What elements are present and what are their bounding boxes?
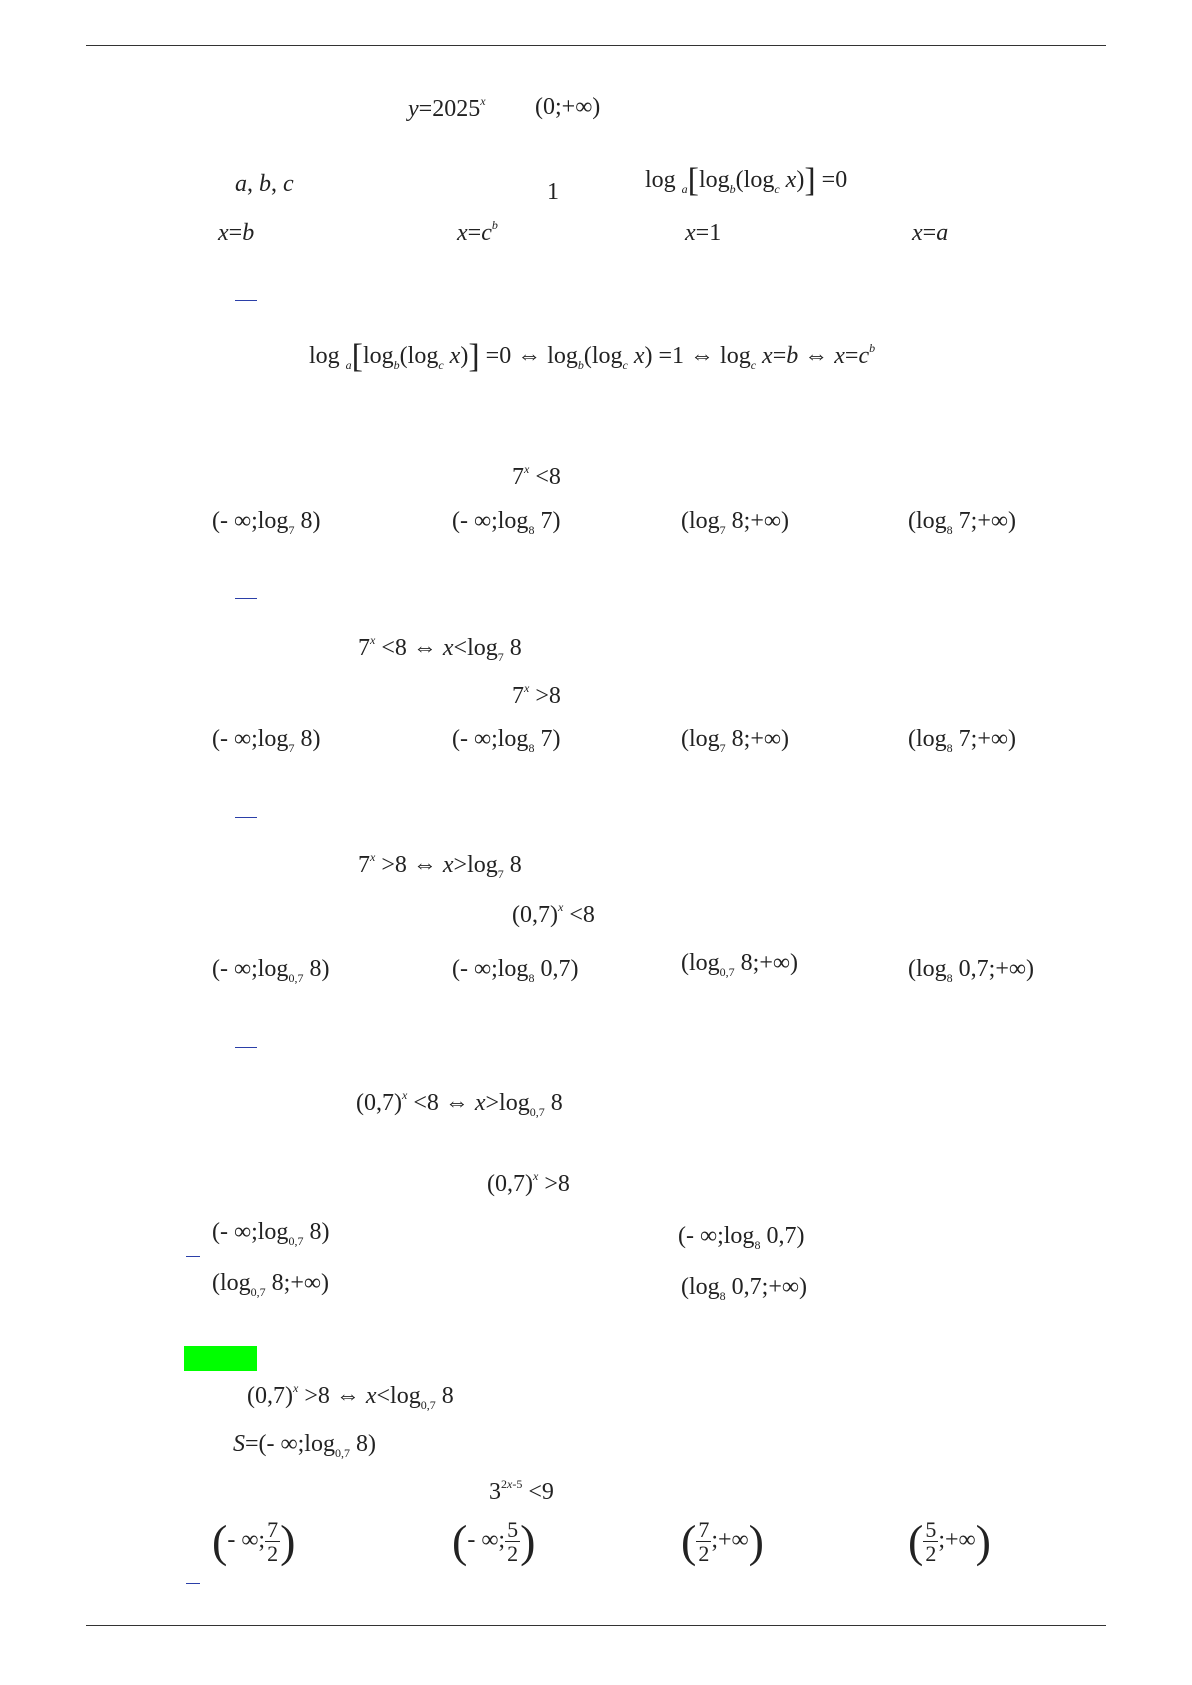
b6-option-d: ($\log_8$ 0,7;+∞) <box>681 1274 807 1303</box>
b2-option-a: x=b <box>218 220 255 246</box>
b2-option-d: x=a <box>912 220 949 246</box>
b6-answer-marker <box>186 1256 200 1257</box>
b2-solution: $\log _a[\log_b(\log_c$ x)] =0 ⇔ $\log_b(\log_c$ x) =1 ⇔ $\log_c x=b$ ⇔ $x=c^b$ <box>309 338 876 375</box>
b6-solution-1: $(0,7)^x >8$ ⇔ $x<\log_{0,7}$ 8 <box>247 1381 454 1412</box>
b4-option-c: ($\log_7$ 8;+∞) <box>681 726 789 755</box>
b7-option-b: (- ∞; $\frac{5}{2}$ ) <box>452 1515 536 1567</box>
b6-solution-2: S=(- $\infty;\log_{0,7}$ 8) <box>233 1431 376 1460</box>
b3-option-a: (- $\infty;\log_7$ 8) <box>212 508 321 537</box>
b2-number: 1 <box>547 179 559 205</box>
b4-answer-marker <box>235 817 257 818</box>
b2-answer-marker <box>235 300 257 301</box>
b5-inequality: $(0,7)^x <8$ <box>512 900 595 928</box>
b4-inequality: $7^x >8$ <box>512 681 561 709</box>
b3-answer-marker <box>235 598 257 599</box>
b7-option-c: ( $\frac{7}{2}$ ;+∞) <box>681 1515 764 1567</box>
b6-highlight <box>184 1346 257 1371</box>
b7-answer-marker <box>186 1583 200 1584</box>
b6-option-c: ($\log_{0,7}$ 8;+∞) <box>212 1270 329 1299</box>
b6-option-a: (- $\infty;\log_{0,7}$ 8) <box>212 1219 330 1248</box>
b2-variables: a, b, c <box>235 171 294 197</box>
b2-equation: $\log _a[\log_b(\log_c$ x)] =0 <box>645 162 848 199</box>
b4-option-a: (- $\infty;\log_7$ 8) <box>212 726 321 755</box>
b3-option-d: ($\log_8$ 7;+∞) <box>908 508 1016 537</box>
header-rule <box>86 45 1106 46</box>
b7-inequality: $3^{2x-5} <9$ <box>489 1477 554 1505</box>
b6-inequality: $(0,7)^x >8$ <box>487 1169 570 1197</box>
b4-option-b: (- $\infty;\log_8$ 7) <box>452 726 561 755</box>
b1-interval: (0;+∞) <box>535 94 601 120</box>
b5-option-c: ($\log_{0,7}$ 8;+∞) <box>681 950 798 979</box>
b3-solution: $7^x <8$ ⇔ $x<\log_7$ 8 <box>358 633 522 664</box>
b2-option-b: $x=c^b$ <box>457 218 498 246</box>
b3-inequality: $7^x <8$ <box>512 462 561 490</box>
footer-rule <box>86 1625 1106 1626</box>
b3-option-b: (- $\infty;\log_8$ 7) <box>452 508 561 537</box>
b7-option-a: (- ∞; $\frac{7}{2}$ ) <box>212 1515 296 1567</box>
b3-option-c: ($\log_7$ 8;+∞) <box>681 508 789 537</box>
b7-option-d: ( $\frac{5}{2}$ ;+∞) <box>908 1515 991 1567</box>
b5-option-b: (- $\infty;\log_8$ 0,7) <box>452 956 579 985</box>
b5-answer-marker <box>235 1047 257 1048</box>
b6-option-b: (- $\infty;\log_8$ 0,7) <box>678 1223 805 1252</box>
b5-solution: $(0,7)^x <8$ ⇔ $x>\log_{0,7}$ 8 <box>356 1088 563 1119</box>
b4-option-d: ($\log_8$ 7;+∞) <box>908 726 1016 755</box>
b2-option-c: x=1 <box>685 220 722 246</box>
b5-option-a: (- $\infty;\log_{0,7}$ 8) <box>212 956 330 985</box>
b1-function: $y=2025^x$ <box>408 94 486 122</box>
b4-solution: $7^x >8$ ⇔ $x>\log_7$ 8 <box>358 850 522 881</box>
b5-option-d: ($\log_8$ 0,7;+∞) <box>908 956 1034 985</box>
